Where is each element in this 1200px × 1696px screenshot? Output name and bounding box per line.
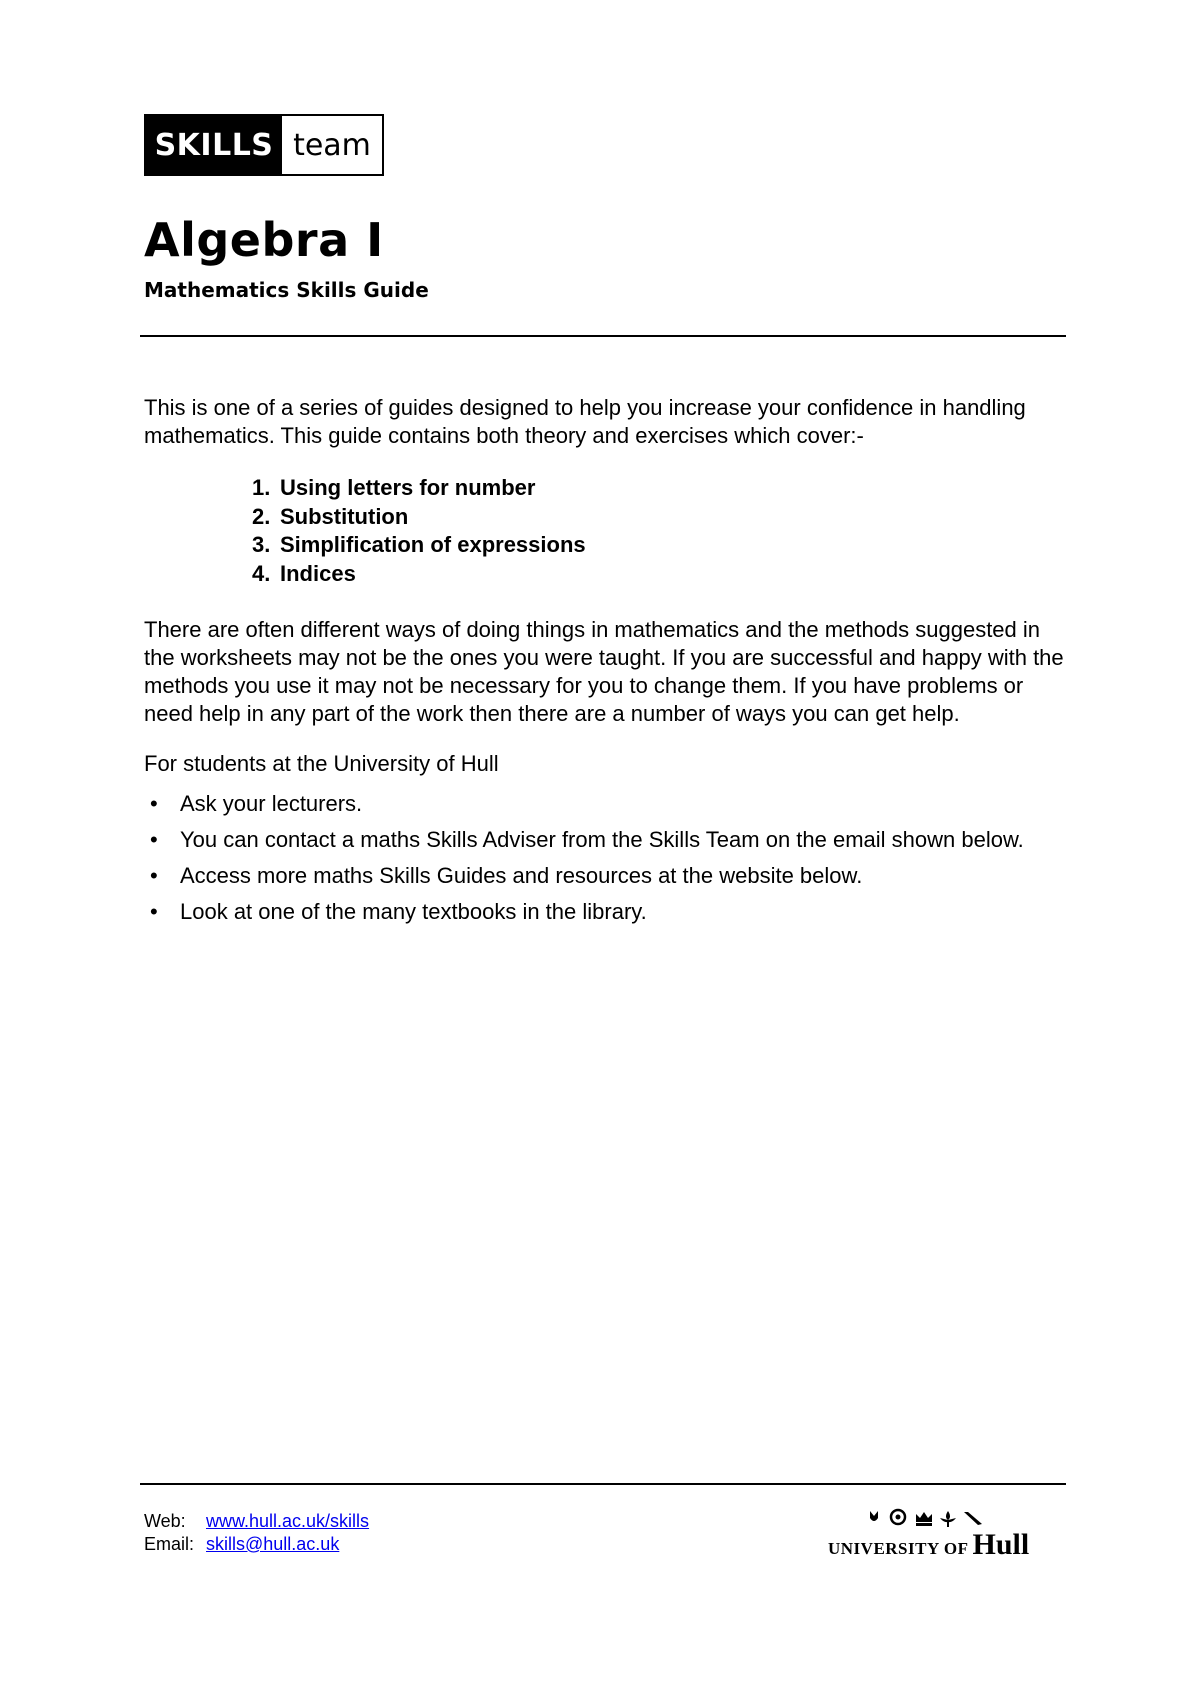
footer-divider — [140, 1483, 1066, 1485]
university-of-text: UNIVERSITY OF — [828, 1539, 969, 1558]
intro-paragraph: This is one of a series of guides designed to help you increase your confidence in handling mathematics. This guide contains both theory and exercises which cover:- — [144, 395, 1026, 448]
skills-team-logo — [144, 114, 384, 176]
help-list — [144, 790, 1064, 926]
page-title: Algebra I — [144, 213, 384, 267]
email-label: Email: — [144, 1534, 195, 1554]
web-link[interactable]: www.hull.ac.uk/skills — [206, 1511, 370, 1531]
footer-contact — [144, 1510, 369, 1556]
help-item — [144, 790, 1064, 818]
topic-label: Substitution — [280, 503, 409, 529]
university-of-hull-logo — [828, 1508, 1054, 1561]
footer-web-row — [144, 1510, 369, 1533]
students-heading: For students at the University of Hull — [144, 751, 499, 776]
logo-skills-text: SKILLS — [146, 116, 282, 174]
bullet-icon: • — [150, 791, 158, 816]
topic-item — [252, 503, 1064, 532]
topic-label: Indices — [280, 560, 356, 586]
topic-number: 1. — [252, 475, 271, 500]
topic-number: 2. — [252, 503, 271, 529]
logo-team-text: team — [293, 127, 371, 163]
crest-emblems-icon — [864, 1508, 1014, 1528]
topic-item — [252, 531, 1064, 560]
web-label: Web: — [144, 1511, 186, 1531]
help-item — [144, 862, 1064, 890]
hull-text: Hull — [972, 1528, 1030, 1561]
help-item — [144, 898, 1064, 926]
methods-paragraph: There are often different ways of doing things in mathematics and the methods suggested in the worksheets may not be the ones you were taught. If you are successful and happy with the methods you use it may not be necessary for you to change them. If you have problems or need help in any part of the work then there are a number of ways you can get help. — [144, 617, 1064, 726]
bullet-icon: • — [150, 827, 158, 852]
university-wordmark — [828, 1528, 1029, 1562]
help-item — [144, 826, 1064, 854]
help-item-text: Look at one of the many textbooks in the library. — [180, 899, 647, 924]
topic-number: 4. — [252, 560, 271, 586]
topic-label: Simplification of expressions — [280, 532, 586, 557]
email-link[interactable]: skills@hull.ac.uk — [206, 1534, 340, 1554]
header-divider — [140, 335, 1066, 337]
help-item-text: Access more maths Skills Guides and resources at the website below. — [180, 863, 863, 888]
page-subtitle: Mathematics Skills Guide — [144, 278, 429, 302]
help-item-text: Ask your lecturers. — [180, 791, 363, 816]
topic-item — [252, 474, 1064, 503]
footer-email-row — [144, 1533, 369, 1556]
topic-number: 3. — [252, 532, 271, 557]
topic-item — [252, 560, 1064, 589]
bullet-icon: • — [150, 899, 158, 924]
main-content — [144, 394, 1064, 934]
topic-label: Using letters for number — [280, 475, 536, 500]
bullet-icon: • — [150, 863, 158, 888]
help-item-text: You can contact a maths Skills Adviser from the Skills Team on the email shown below. — [180, 827, 1024, 852]
topics-list — [144, 474, 1064, 588]
